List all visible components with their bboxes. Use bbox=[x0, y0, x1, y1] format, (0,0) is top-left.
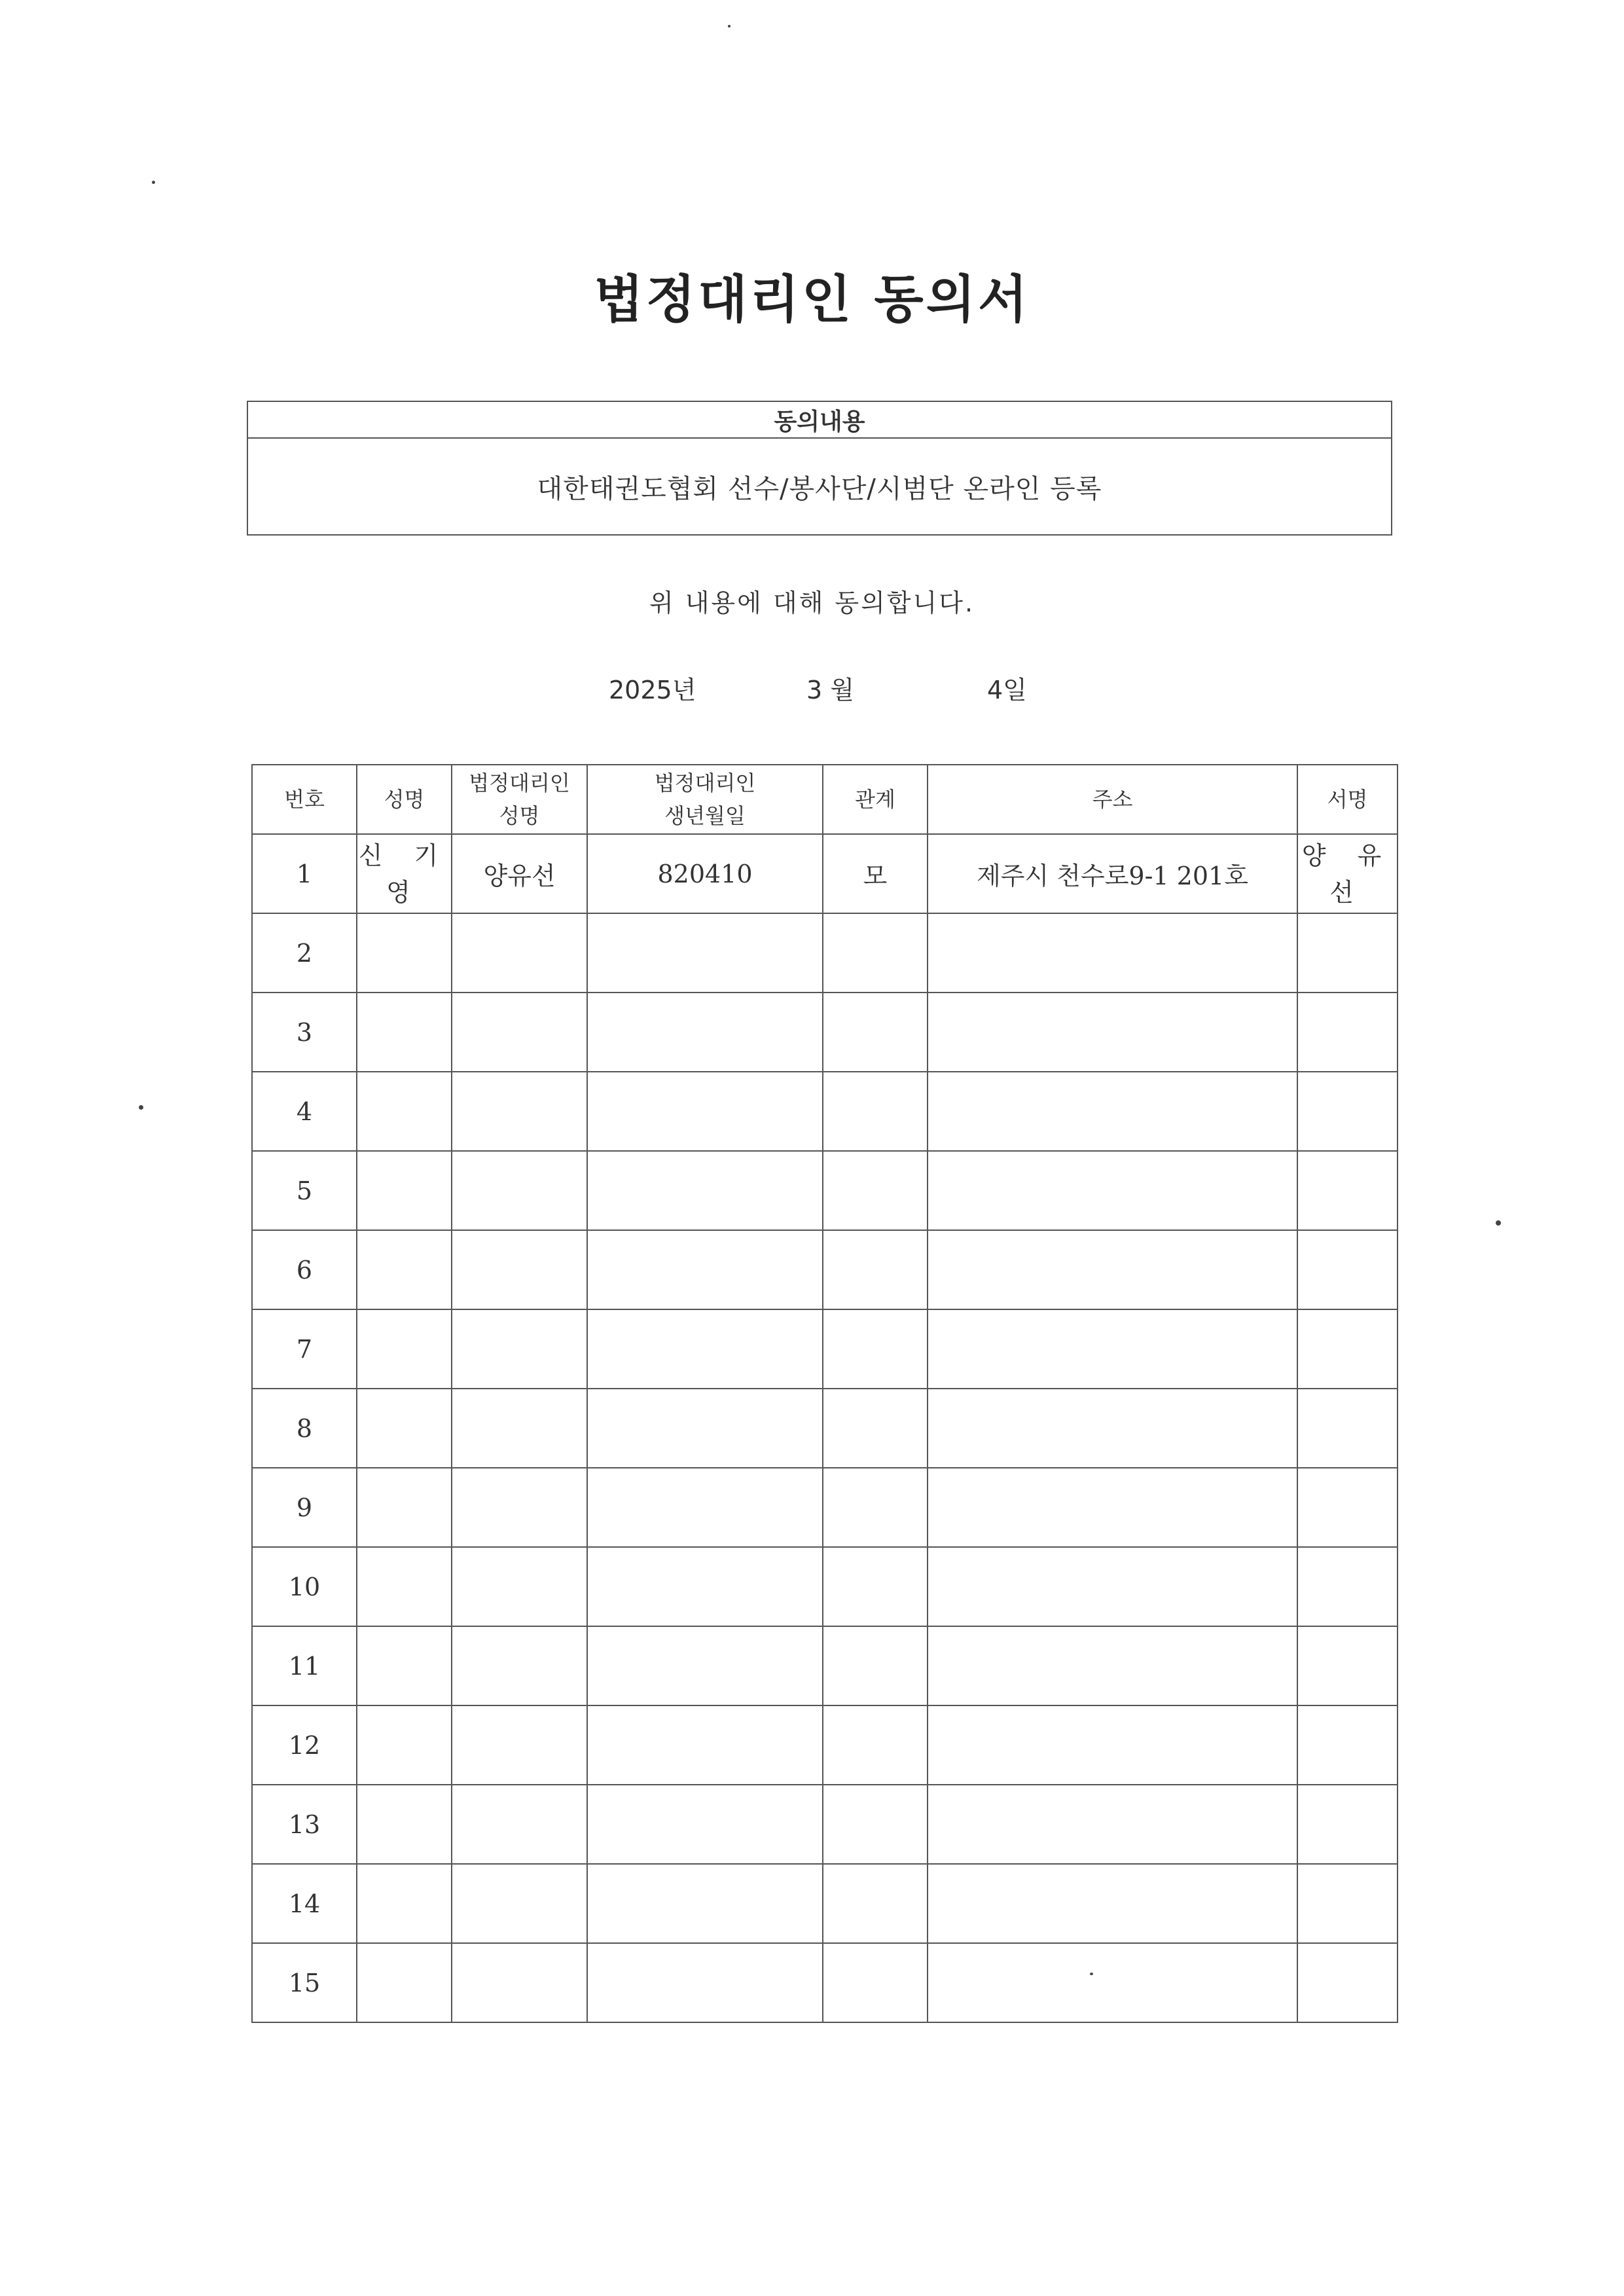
cell-guardian-birth bbox=[587, 1626, 823, 1705]
cell-name bbox=[357, 1151, 452, 1230]
agree-statement: 위 내용에 대해 동의합니다. bbox=[649, 589, 975, 617]
cell-guardian-name bbox=[452, 1151, 587, 1230]
date-month: 3 월 bbox=[806, 676, 854, 704]
cell-guardian-name bbox=[452, 1309, 587, 1389]
header-address: 주소 bbox=[928, 765, 1297, 834]
cell-guardian-name bbox=[452, 1705, 587, 1785]
cell-address bbox=[928, 1547, 1297, 1626]
table-row bbox=[252, 1389, 1398, 1468]
cell-guardian-name bbox=[452, 1943, 587, 2022]
cell-address bbox=[928, 993, 1297, 1072]
date-day: 4일 bbox=[987, 676, 1027, 704]
header-no: 번호 bbox=[252, 765, 357, 834]
cell-signature bbox=[1297, 1943, 1398, 2022]
cell-signature bbox=[1297, 1626, 1398, 1705]
cell-guardian-name bbox=[452, 913, 587, 993]
table-row bbox=[252, 913, 1398, 993]
cell-guardian-birth: 820410 bbox=[587, 834, 823, 913]
cell-guardian-birth bbox=[587, 1864, 823, 1943]
cell-signature bbox=[1297, 1230, 1398, 1309]
cell-guardian-name bbox=[452, 1785, 587, 1864]
consent-box bbox=[247, 401, 1392, 536]
table-row bbox=[252, 993, 1398, 1072]
cell-signature bbox=[1297, 1864, 1398, 1943]
cell-address bbox=[928, 1785, 1297, 1864]
cell-name: 신 기 영 bbox=[357, 834, 452, 913]
table-row bbox=[252, 1072, 1398, 1151]
cell-relation bbox=[823, 1943, 928, 2022]
scan-speck bbox=[152, 181, 155, 184]
table-row bbox=[252, 1230, 1398, 1309]
header-name: 성명 bbox=[357, 765, 452, 834]
cell-relation bbox=[823, 993, 928, 1072]
cell-guardian-birth bbox=[587, 1468, 823, 1547]
cell-relation: 모 bbox=[823, 834, 928, 913]
cell-guardian-birth bbox=[587, 1547, 823, 1626]
table-row bbox=[252, 1864, 1398, 1943]
cell-address: 제주시 천수로9-1 201호 bbox=[928, 834, 1297, 913]
cell-signature: 양 유 선 bbox=[1297, 834, 1398, 913]
cell-signature bbox=[1297, 1309, 1398, 1389]
cell-no: 3 bbox=[252, 993, 357, 1072]
cell-signature bbox=[1297, 913, 1398, 993]
header-guardian-birth: 법정대리인 생년월일 bbox=[587, 765, 823, 834]
table-row bbox=[252, 834, 1398, 913]
cell-guardian-birth bbox=[587, 1389, 823, 1468]
cell-no: 1 bbox=[252, 834, 357, 913]
cell-name bbox=[357, 1943, 452, 2022]
cell-relation bbox=[823, 1151, 928, 1230]
cell-name bbox=[357, 1626, 452, 1705]
cell-relation bbox=[823, 1309, 928, 1389]
cell-address bbox=[928, 1468, 1297, 1547]
scan-speck bbox=[1496, 1220, 1501, 1226]
cell-relation bbox=[823, 1785, 928, 1864]
table-row bbox=[252, 1626, 1398, 1705]
cell-no: 12 bbox=[252, 1705, 357, 1785]
page-title: 법정대리인 동의서 bbox=[594, 270, 1030, 329]
cell-relation bbox=[823, 1230, 928, 1309]
cell-guardian-name bbox=[452, 1389, 587, 1468]
cell-address bbox=[928, 1309, 1297, 1389]
registration-table bbox=[251, 764, 1398, 2023]
cell-address bbox=[928, 1943, 1297, 2022]
cell-name bbox=[357, 1785, 452, 1864]
cell-name bbox=[357, 1547, 452, 1626]
cell-name bbox=[357, 1705, 452, 1785]
cell-name bbox=[357, 993, 452, 1072]
cell-guardian-name bbox=[452, 1547, 587, 1626]
cell-no: 15 bbox=[252, 1943, 357, 2022]
cell-guardian-birth bbox=[587, 1309, 823, 1389]
cell-guardian-name bbox=[452, 1626, 587, 1705]
table-row bbox=[252, 1785, 1398, 1864]
cell-name bbox=[357, 1072, 452, 1151]
scan-speck bbox=[139, 1105, 143, 1110]
scan-speck bbox=[728, 25, 731, 27]
cell-relation bbox=[823, 1626, 928, 1705]
cell-signature bbox=[1297, 1547, 1398, 1626]
cell-address bbox=[928, 1705, 1297, 1785]
consent-header: 동의내용 bbox=[248, 402, 1391, 439]
cell-no: 14 bbox=[252, 1864, 357, 1943]
cell-no: 8 bbox=[252, 1389, 357, 1468]
cell-guardian-name bbox=[452, 1864, 587, 1943]
cell-name bbox=[357, 1864, 452, 1943]
table-row bbox=[252, 1705, 1398, 1785]
cell-guardian-birth bbox=[587, 1705, 823, 1785]
cell-guardian-name bbox=[452, 993, 587, 1072]
table-row bbox=[252, 1151, 1398, 1230]
cell-no: 2 bbox=[252, 913, 357, 993]
header-guardian-name: 법정대리인 성명 bbox=[452, 765, 587, 834]
cell-relation bbox=[823, 1468, 928, 1547]
cell-relation bbox=[823, 1547, 928, 1626]
consent-content: 대한태권도협회 선수/봉사단/시범단 온라인 등록 bbox=[537, 473, 1102, 504]
cell-no: 11 bbox=[252, 1626, 357, 1705]
cell-address bbox=[928, 1389, 1297, 1468]
cell-guardian-name: 양유선 bbox=[452, 834, 587, 913]
cell-address bbox=[928, 1230, 1297, 1309]
cell-signature bbox=[1297, 1705, 1398, 1785]
cell-address bbox=[928, 1864, 1297, 1943]
cell-name bbox=[357, 1468, 452, 1547]
cell-no: 5 bbox=[252, 1151, 357, 1230]
cell-guardian-birth bbox=[587, 1785, 823, 1864]
cell-address bbox=[928, 1151, 1297, 1230]
cell-name bbox=[357, 1389, 452, 1468]
cell-guardian-birth bbox=[587, 1072, 823, 1151]
cell-no: 9 bbox=[252, 1468, 357, 1547]
table-row bbox=[252, 1547, 1398, 1626]
cell-relation bbox=[823, 913, 928, 993]
cell-guardian-name bbox=[452, 1072, 587, 1151]
date-year: 2025년 bbox=[609, 676, 696, 704]
table-row bbox=[252, 1943, 1398, 2022]
cell-guardian-birth bbox=[587, 993, 823, 1072]
cell-name bbox=[357, 1309, 452, 1389]
cell-signature bbox=[1297, 1785, 1398, 1864]
cell-name bbox=[357, 1230, 452, 1309]
cell-signature bbox=[1297, 1072, 1398, 1151]
cell-signature bbox=[1297, 1389, 1398, 1468]
cell-no: 6 bbox=[252, 1230, 357, 1309]
cell-relation bbox=[823, 1705, 928, 1785]
cell-address bbox=[928, 1072, 1297, 1151]
cell-no: 4 bbox=[252, 1072, 357, 1151]
cell-relation bbox=[823, 1072, 928, 1151]
cell-address bbox=[928, 1626, 1297, 1705]
cell-relation bbox=[823, 1864, 928, 1943]
cell-guardian-birth bbox=[587, 1151, 823, 1230]
table-header-row bbox=[252, 765, 1398, 834]
cell-guardian-birth bbox=[587, 1230, 823, 1309]
cell-relation bbox=[823, 1389, 928, 1468]
scan-speck bbox=[1090, 1973, 1093, 1975]
cell-signature bbox=[1297, 993, 1398, 1072]
cell-name bbox=[357, 913, 452, 993]
cell-guardian-birth bbox=[587, 913, 823, 993]
cell-guardian-name bbox=[452, 1230, 587, 1309]
cell-guardian-birth bbox=[587, 1943, 823, 2022]
cell-guardian-name bbox=[452, 1468, 587, 1547]
header-relation: 관계 bbox=[823, 765, 928, 834]
header-signature: 서명 bbox=[1297, 765, 1398, 834]
cell-signature bbox=[1297, 1151, 1398, 1230]
cell-no: 7 bbox=[252, 1309, 357, 1389]
cell-no: 13 bbox=[252, 1785, 357, 1864]
cell-no: 10 bbox=[252, 1547, 357, 1626]
cell-signature bbox=[1297, 1468, 1398, 1547]
table-row bbox=[252, 1468, 1398, 1547]
cell-address bbox=[928, 913, 1297, 993]
table-row bbox=[252, 1309, 1398, 1389]
